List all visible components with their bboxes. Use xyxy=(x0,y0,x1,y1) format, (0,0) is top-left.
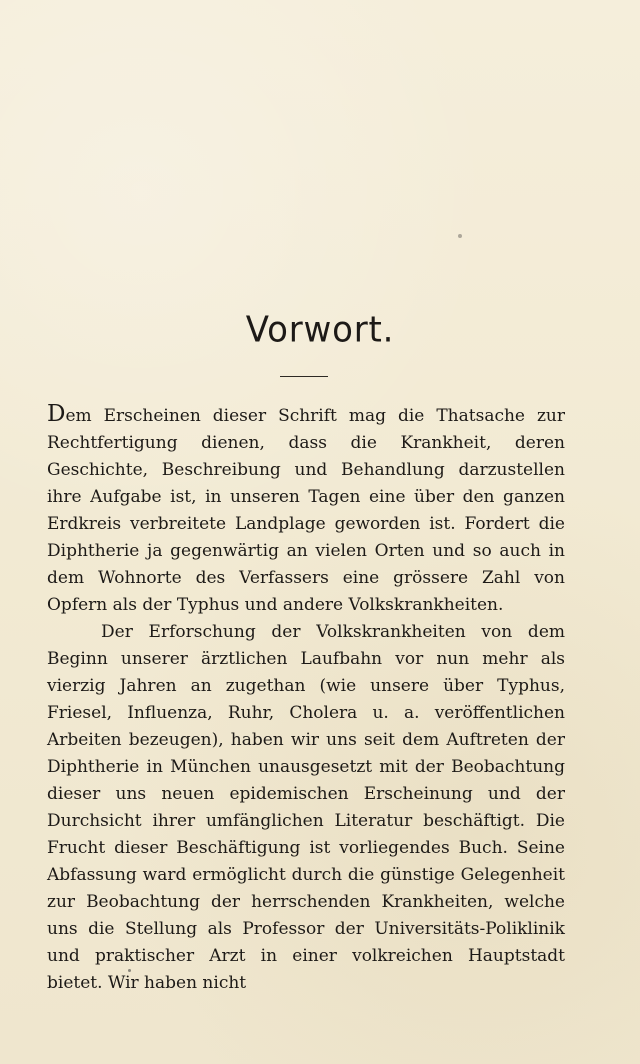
preface-body xyxy=(47,403,565,997)
paragraph-2-text: Der Erforschung der Volkskrankheiten von dem Beginn unserer ärztlichen Laufbahn vor nun mehr als vierzig Jahren an zugethan (wie unsere über Typhus, Friesel, Influenza, Ruhr, Cholera u. a. veröffentlichen Arbeiten bezeugen), haben wir uns seit dem Auftreten der Diphtherie in München unausgesetzt mit der Beobachtung dieser uns neuen epidemischen Erscheinung und der Durchsicht ihrer umfänglichen Literatur beschäftigt. Die Frucht dieser Beschäftigung ist vorliegendes Buch. Seine Abfassung ward ermöglicht durch die günstige Gelegenheit zur Beobachtung der herrschenden Krankheiten, welche uns die Stellung als Professor der Universitäts-Poliklinik und praktischer Arzt in einer volkreichen Hauptstadt bietet. Wir haben nicht xyxy=(47,622,565,993)
paragraph-1 xyxy=(47,403,565,619)
paragraph-1-text: em Erscheinen dieser Schrift mag die Thatsache zur Rechtfertigung dienen, dass die Krankheit, deren Geschichte, Beschreibung und Behandlung darzustellen ihre Aufgabe ist, in unseren Tagen eine über den ganzen Erdkreis verbreitete Landplage geworden ist. Fordert die Diphtherie ja gegenwärtig an vielen Orten und so auch in dem Wohnorte des Verfassers eine grössere Zahl von Opfern als der Typhus und andere Volkskrankheiten. xyxy=(47,406,565,615)
paper-speck xyxy=(458,234,462,238)
page-title: Vorwort. xyxy=(245,309,395,351)
page-mark xyxy=(128,969,131,972)
title-rule xyxy=(280,376,328,377)
drop-initial: D xyxy=(47,401,66,427)
paragraph-2 xyxy=(47,619,565,997)
